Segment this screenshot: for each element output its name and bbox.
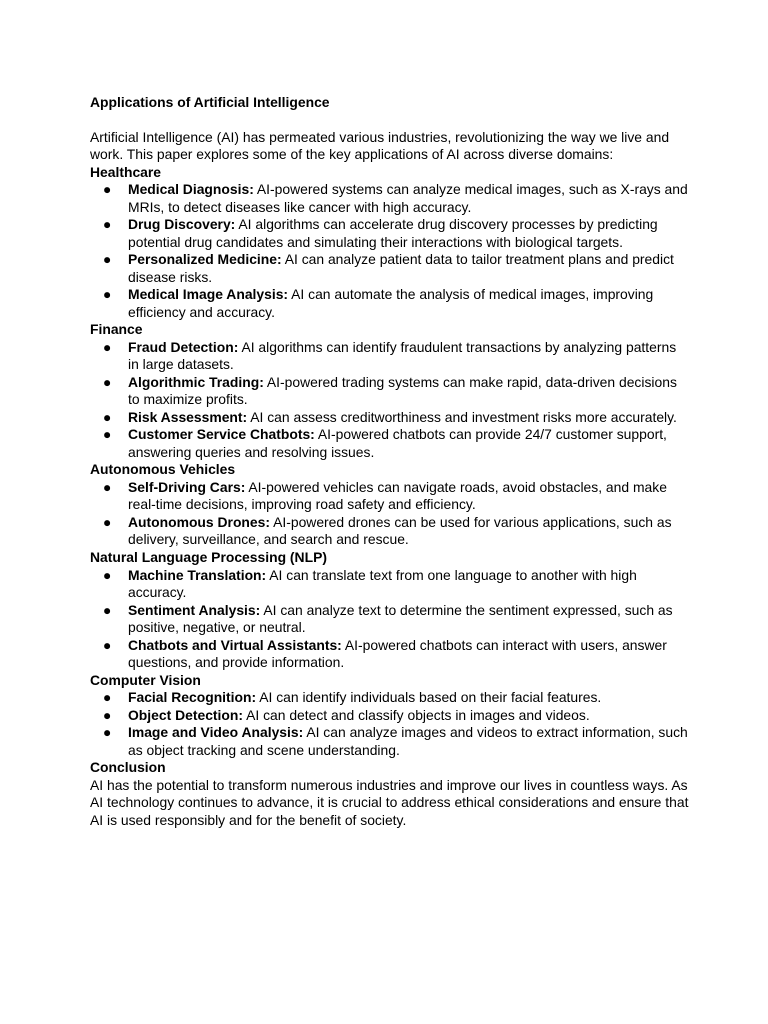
list-item xyxy=(90,689,690,707)
intro-paragraph: Artificial Intelligence (AI) has permeated various industries, revolutionizing the way we live and work. This paper explores some of the key applications of AI across diverse domains: xyxy=(90,128,670,163)
bullet-list xyxy=(90,689,690,759)
bullet-dot-icon: ● xyxy=(103,216,112,233)
bullet-dot-icon: ● xyxy=(103,706,112,723)
item-description: AI can detect and classify objects in images and videos. xyxy=(243,706,590,723)
section xyxy=(90,549,690,672)
list-item xyxy=(90,479,690,514)
list-item xyxy=(90,602,690,637)
document-page xyxy=(90,94,690,830)
section xyxy=(90,321,690,461)
bullet-dot-icon: ● xyxy=(103,181,112,198)
item-term: Self-Driving Cars: xyxy=(128,478,246,495)
item-term: Autonomous Drones: xyxy=(128,513,270,530)
section-heading: Healthcare xyxy=(90,163,162,180)
item-description: AI-powered chatbots can provide 24/7 customer support, answering queries and resolving issues. xyxy=(128,426,667,460)
bullet-dot-icon: ● xyxy=(103,373,112,390)
bullet-dot-icon: ● xyxy=(103,286,112,303)
bullet-dot-icon: ● xyxy=(103,601,112,618)
item-term: Fraud Detection: xyxy=(128,338,239,355)
item-term: Facial Recognition: xyxy=(128,689,257,706)
conclusion-heading: Conclusion xyxy=(90,759,166,776)
list-item xyxy=(90,339,690,374)
item-term: Drug Discovery: xyxy=(128,216,236,233)
bullet-dot-icon: ● xyxy=(103,426,112,443)
bullet-dot-icon: ● xyxy=(103,724,112,741)
bullet-dot-icon: ● xyxy=(103,513,112,530)
bullet-dot-icon: ● xyxy=(103,251,112,268)
conclusion-paragraph: AI has the potential to transform numerous industries and improve our lives in countless ways. As AI technology continues to advance, it is crucial to address ethical considerations and ensure that AI is used responsibly and for the benefit of society. xyxy=(90,776,689,828)
bullet-dot-icon: ● xyxy=(103,408,112,425)
list-item xyxy=(90,374,690,409)
list-item xyxy=(90,181,690,216)
section xyxy=(90,461,690,549)
item-term: Image and Video Analysis: xyxy=(128,724,304,741)
list-item xyxy=(90,514,690,549)
item-description: AI-powered chatbots can interact with users, answer questions, and provide information. xyxy=(128,636,667,671)
bullet-dot-icon: ● xyxy=(103,338,112,355)
document-title: Applications of Artificial Intelligence xyxy=(90,94,330,110)
item-description: AI can translate text from one language to another with high accuracy. xyxy=(128,566,637,601)
item-description: AI can identify individuals based on their facial features. xyxy=(256,689,602,706)
item-term: Object Detection: xyxy=(128,706,243,723)
item-term: Algorithmic Trading: xyxy=(128,373,264,390)
list-item xyxy=(90,707,690,725)
item-description: AI-powered systems can analyze medical images, such as X-rays and MRIs, to detect diseases like cancer with high accuracy. xyxy=(128,181,688,215)
item-description: AI algorithms can identify fraudulent transactions by analyzing patterns in large datasets. xyxy=(128,338,677,373)
item-term: Sentiment Analysis: xyxy=(128,601,261,618)
item-term: Medical Image Analysis: xyxy=(128,286,289,303)
bullet-dot-icon: ● xyxy=(103,566,112,583)
bullet-list xyxy=(90,339,690,462)
item-term: Machine Translation: xyxy=(128,566,267,583)
bullet-list xyxy=(90,479,690,549)
item-description: AI-powered drones can be used for various applications, such as delivery, surveillance, and search and rescue. xyxy=(128,513,672,548)
list-item xyxy=(90,637,690,672)
sections-container xyxy=(90,164,690,759)
item-description: AI-powered trading systems can make rapid, data-driven decisions to maximize profits. xyxy=(128,373,677,408)
list-item xyxy=(90,567,690,602)
bullet-dot-icon: ● xyxy=(103,636,112,653)
section xyxy=(90,164,690,322)
item-term: Chatbots and Virtual Assistants: xyxy=(128,636,342,653)
list-item xyxy=(90,286,690,321)
item-description: AI can analyze images and videos to extract information, such as object tracking and scene understanding. xyxy=(128,724,688,758)
list-item xyxy=(90,724,690,759)
item-term: Risk Assessment: xyxy=(128,408,248,425)
section-heading: Autonomous Vehicles xyxy=(90,461,236,478)
bullet-dot-icon: ● xyxy=(103,689,112,706)
list-item xyxy=(90,409,690,427)
item-term: Personalized Medicine: xyxy=(128,251,282,268)
bullet-list xyxy=(90,181,690,321)
item-description: AI can analyze text to determine the sentiment expressed, such as positive, negative, or neutral. xyxy=(128,601,673,636)
section-heading: Finance xyxy=(90,321,143,338)
section-heading: Computer Vision xyxy=(90,671,201,688)
section xyxy=(90,672,690,760)
item-term: Customer Service Chatbots: xyxy=(128,426,315,443)
item-description: AI-powered vehicles can navigate roads, avoid obstacles, and make real-time decisions, improving road safety and efficiency. xyxy=(128,478,667,513)
list-item xyxy=(90,426,690,461)
bullet-list xyxy=(90,567,690,672)
item-description: AI can analyze patient data to tailor treatment plans and predict disease risks. xyxy=(128,251,674,285)
item-term: Medical Diagnosis: xyxy=(128,181,254,198)
list-item xyxy=(90,251,690,286)
item-description: AI algorithms can accelerate drug discovery processes by predicting potential drug candidates and simulating their interactions with biological targets. xyxy=(128,216,658,250)
list-item xyxy=(90,216,690,251)
section-heading: Natural Language Processing (NLP) xyxy=(90,548,327,565)
bullet-dot-icon: ● xyxy=(103,478,112,495)
item-description: AI can automate the analysis of medical images, improving efficiency and accuracy. xyxy=(128,286,654,320)
item-description: AI can assess creditworthiness and investment risks more accurately. xyxy=(247,408,677,425)
